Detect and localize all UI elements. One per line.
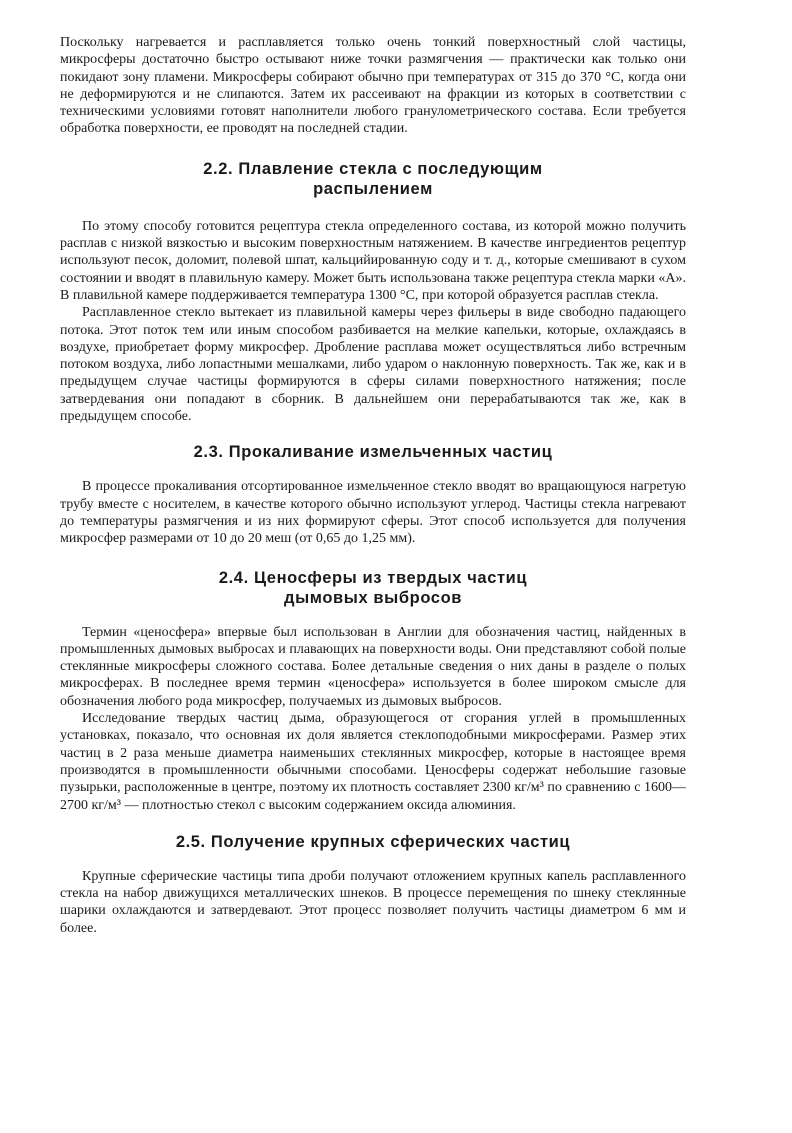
section-2-4-paragraph-2: Исследование твердых частиц дыма, образующегося от сгорания углей в промышленных установках, показало, что основная их доля является стеклоподобными микросферами. Размер этих частиц в 2 раза меньше диаметра наименьших стеклянных микросфер, которые в настоящее время производятся в промышленности обычными способами. Ценосферы содержат небольшие газовые пузырьки, расположенные в центре, поэтому их плотность составляет 2300 кг/м³ по сравнению с 1600—2700 кг/м³ — плотностью стекол с высоким содержанием оксида алюминия. [60,711,686,813]
section-2-2-heading [60,159,686,199]
section-2-2-title-line2: распылением [313,179,433,198]
intro-paragraph: Поскольку нагревается и расплавляется только очень тонкий поверхностный слой частицы, микросферы достаточно быстро остывают ниже точки размягчения — практически как только они покидают зону пламени. Микросферы собирают обычно при температурах от 315 до 370 °С, когда они не деформируются и не слипаются. Затем их рассеивают на фракции из которых в соответствии с техническими условиями готовят наполнители любого гранулометрического состава. Если требуется обработка поверхности, ее проводят на последней стадии. [60,35,686,137]
section-2-5-heading [60,832,686,852]
section-2-3-paragraph-1: В процессе прокаливания отсортированное измельченное стекло вводят во вращающуюся нагретую трубу вместе с носителем, в качестве которого обычно используют углерод. Частицы стекла нагревают до температуры размягчения и из них формируют сферы. Этот способ используется для получения микросфер размерами от 10 до 20 меш (от 0,65 до 1,25 мм). [60,479,686,547]
section-2-5-paragraph-1: Крупные сферические частицы типа дроби получают отложением крупных капель расплавленного стекла на набор движущихся металлических шнеков. В процессе перемещения по шнеку стеклянные шарики охлаждаются и затвердевают. Этот процесс позволяет получить частицы диаметром 6 мм и более. [60,868,686,936]
section-2-2-paragraph-2: Расплавленное стекло вытекает из плавильной камеры через фильеры в виде свободно падающего потока. Этот поток тем или иным способом разбивается на мелкие капельки, которые, охлаждаясь в воздухе, приобретает форму микросфер. Дробление расплава может осуществляться либо встречным потоком воздуха, либо лопастными мешалками, либо ударом о наклонную поверхность. Так же, как и в предыдущем случае частицы формируются в сферы силами поверхностного натяжения; после затвердевания они попадают в сборник. В дальнейшем они перерабатываются так же, как в предыдущем способе. [60,305,686,425]
document-page [60,34,686,937]
section-2-4-paragraph-1: Термин «ценосфера» впервые был использован в Англии для обозначения частиц, найденных в промышленных дымовых выбросах и плавающих на поверхности воды. Они представляют собой полые стеклянные микросферы сложного состава. Более детальные сведения о них даны в разделе о полых микросферах. В последнее время термин «ценосфера» используется в более широком смысле для обозначения любого рода микросфер, получаемых из дымовых выбросов. [60,624,686,709]
section-2-4-heading [60,568,686,608]
section-2-2-title-line1: 2.2. Плавление стекла с последующим [203,159,543,178]
section-2-4-title-line2: дымовых выбросов [284,588,462,607]
section-2-3-title-line1: 2.3. Прокаливание измельченных частиц [193,443,553,462]
section-2-4-title-line1: 2.4. Ценосферы из твердых частиц [218,568,528,587]
section-2-3-heading [60,442,686,462]
section-2-5-title-line1: 2.5. Получение крупных сферических частиц [175,832,571,851]
section-2-2-paragraph-1: По этому способу готовится рецептура стекла определенного состава, из которой можно получить расплав с низкой вязкостью и высоким поверхностным натяжением. В качестве ингредиентов рецептур используют песок, доломит, полевой шпат, кальцийированную соду и т. д., которые смешивают в сухом состоянии и вводят в плавильную камеру. Может быть использована также рецептура стекла марки «А». В плавильной камере поддерживается температура 1300 °С, при которой образуется расплав стекла. [60,218,686,303]
